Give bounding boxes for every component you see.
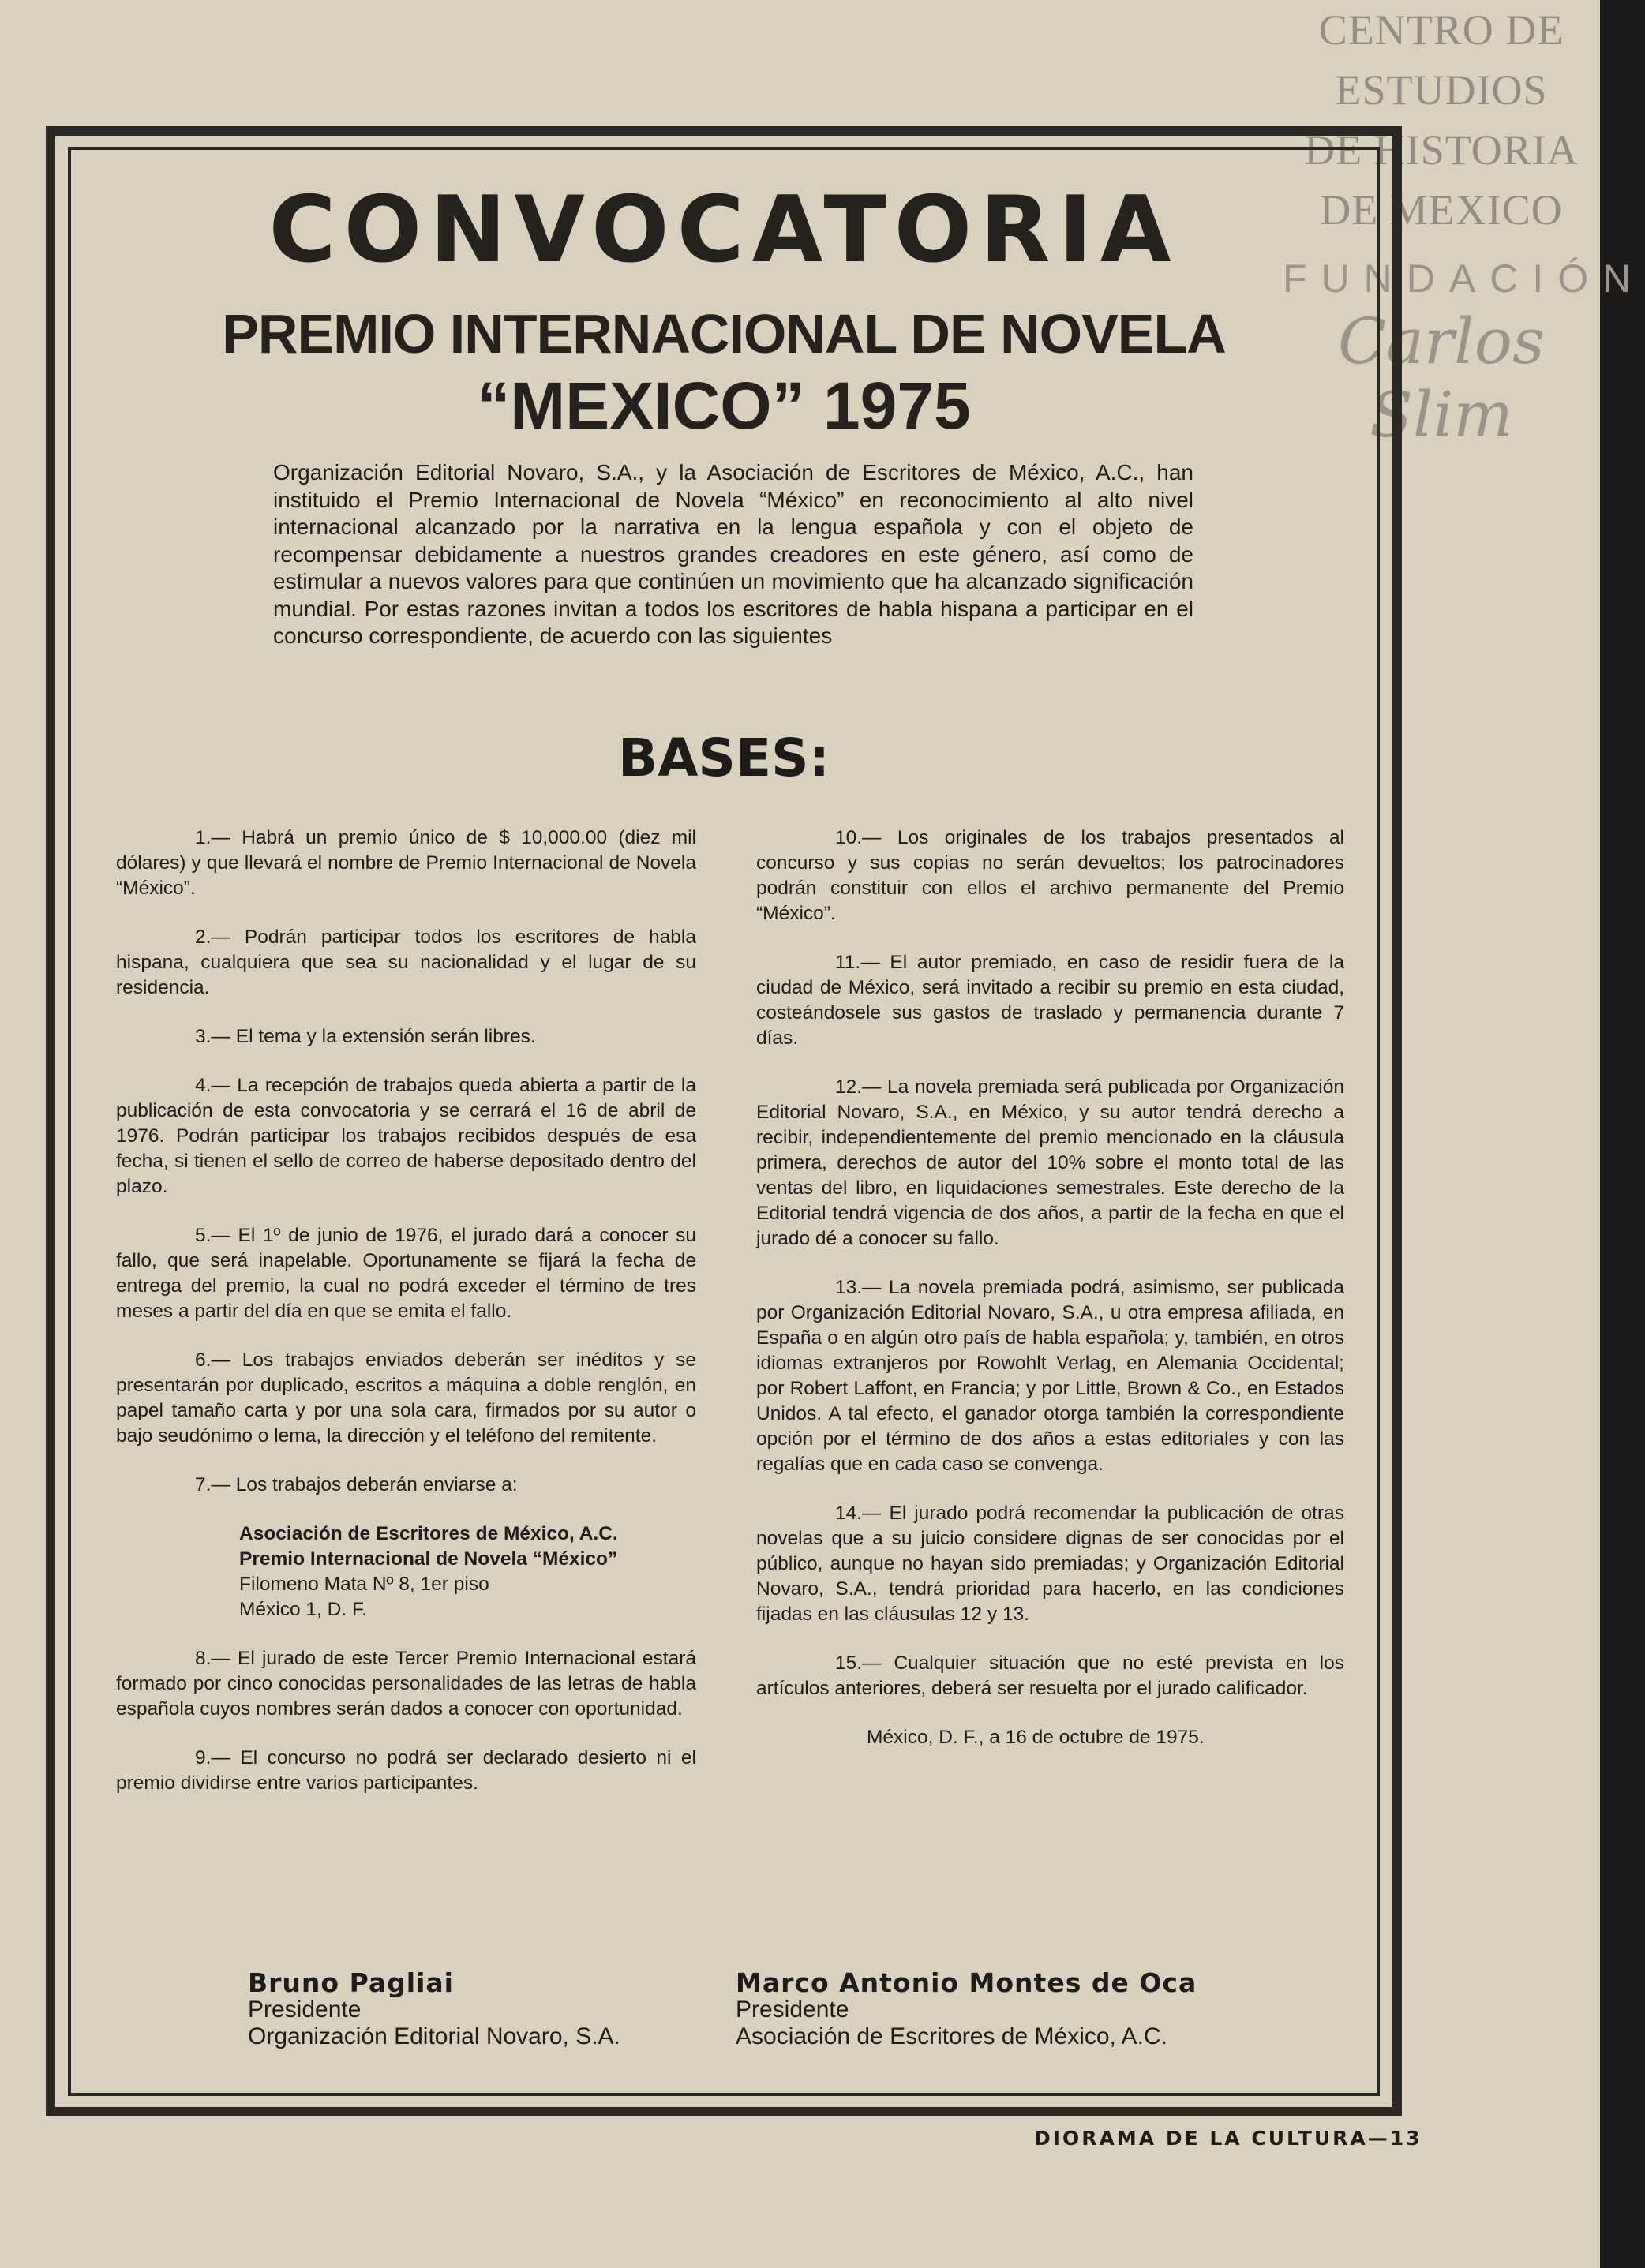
clause: 9.— El concurso no podrá ser declarado desierto ni el premio dividirse entre varios participantes. bbox=[116, 1747, 696, 1794]
signatory-name: Bruno Pagliai bbox=[248, 1967, 454, 1998]
clause: 6.— Los trabajos enviados deberán ser inéditos y se presentarán por duplicado, escritos a máquina a doble renglón, en papel tamaño carta y por una sola cara, firmados por su autor o bajo seudónimo o lema, la dirección y el teléfono del remitente. bbox=[116, 1349, 696, 1447]
watermark-line: CENTRO DE bbox=[1318, 6, 1564, 54]
clause: 3.— El tema y la extensión serán libres. bbox=[195, 1026, 536, 1047]
clause: 15.— Cualquier situación que no esté prevista en los artículos anteriores, deberá ser resuelta por el jurado calificador. bbox=[756, 1652, 1344, 1699]
watermark-line: DE HISTORIA bbox=[1304, 126, 1579, 174]
signature-block-right bbox=[736, 1967, 1197, 2050]
intro-paragraph: Organización Editorial Novaro, S.A., y la Asociación de Escritores de México, A.C., han instituido el Premio Internacional de Novela “México” en reconocimiento al alto nivel internacional alcanzado por la narrativa en la lengua española y con el objeto de recompensar debidamente a nuestros grandes creadores en este género, así como de estimular a nuevos valores para que continúen un movimiento que ha alcanzado significación mundial. Por estas razones invitan a todos los escritores de habla hispana a participar en el concurso correspondiente, de acuerdo con las siguientes bbox=[273, 460, 1193, 648]
left-column bbox=[116, 825, 696, 1820]
signatory-org: Asociación de Escritores de México, A.C. bbox=[736, 2023, 1167, 2049]
right-column bbox=[756, 825, 1344, 1774]
bases-heading: BASES: bbox=[618, 728, 830, 788]
prize-subtitle: PREMIO INTERNACIONAL DE NOVELA bbox=[222, 303, 1226, 365]
page-title: CONVOCATORIA bbox=[268, 177, 1179, 283]
signatory-role: Presidente bbox=[736, 1997, 849, 2023]
address-line: Premio Internacional de Novela “México” bbox=[239, 1548, 618, 1570]
clause: 4.— La recepción de trabajos queda abierta a partir de la publicación de esta convocatoria y se cerrará el 16 de abril de 1976. Podrán participar los trabajos recibidos después de esa fecha, si tienen el sello de correo de haberse depositado dentro del plazo. bbox=[116, 1075, 696, 1197]
watermark-line: ESTUDIOS bbox=[1335, 66, 1548, 114]
page-footer: DIORAMA DE LA CULTURA—13 bbox=[1034, 2127, 1422, 2150]
mailing-address bbox=[239, 1521, 696, 1622]
clause: 13.— La novela premiada podrá, asimismo, ser publicada por Organización Editorial Novaro, S.A., u otra empresa afiliada, en España o en algún otro país de habla española; y, también, en otros idiomas extranjeros por Rowohlt Verlag, en Alemania Occidental; por Robert Laffont, en Francia; y por Little, Brown & Co., en Estados Unidos. A tal efecto, el ganador otorga también la correspondiente opción por el término de dos años a estas editoriales y con las regalías que en cada caso se convenga. bbox=[756, 1277, 1344, 1475]
address-line: Filomeno Mata Nº 8, 1er piso bbox=[239, 1574, 489, 1595]
clause: 1.— Habrá un premio único de $ 10,000.00 (diez mil dólares) y que llevará el nombre de Premio Internacional de Novela “México”. bbox=[116, 827, 696, 899]
prize-name: “MEXICO” 1975 bbox=[477, 369, 971, 443]
signatory-org: Organización Editorial Novaro, S.A. bbox=[248, 2023, 620, 2049]
clause: 8.— El jurado de este Tercer Premio Internacional estará formado por cinco conocidas personalidades de las letras de habla española cuyos nombres serán dados a conocer con oportunidad. bbox=[116, 1648, 696, 1720]
signatory-name: Marco Antonio Montes de Oca bbox=[736, 1967, 1197, 1998]
address-line: México 1, D. F. bbox=[239, 1599, 368, 1620]
clause: 11.— El autor premiado, en caso de residir fuera de la ciudad de México, será invitado a recibir su premio en esta ciudad, costeándosele sus gastos de traslado y permanencia durante 7 días. bbox=[756, 952, 1344, 1049]
watermark-line: DE MEXICO bbox=[1320, 186, 1563, 234]
clause: 10.— Los originales de los trabajos presentados al concurso y sus copias no serán devueltos; los patrocinadores podrán constituir con ellos el archivo permanente del Premio “México”. bbox=[756, 827, 1344, 924]
watermark-signature: Carlos Slim bbox=[1338, 305, 1545, 451]
clause: 7.— Los trabajos deberán enviarse a: bbox=[195, 1474, 518, 1495]
clause: 12.— La novela premiada será publicada por Organización Editorial Novaro, S.A., en México, y su autor tendrá derecho a recibir, independientemente del premio mencionado en la cláusula primera, derechos de autor del 10% sobre el monto total de las ventas del libro, en liquidaciones semestrales. Este derecho de la Editorial tendrá vigencia de dos años, a partir de la fecha en que el jurado dé a conocer su fallo. bbox=[756, 1076, 1344, 1249]
address-line: Asociación de Escritores de México, A.C. bbox=[239, 1523, 618, 1544]
date-line: México, D. F., a 16 de octubre de 1975. bbox=[867, 1727, 1205, 1748]
clause: 5.— El 1º de junio de 1976, el jurado dará a conocer su fallo, que será inapelable. Oportunamente se fijará la fecha de entrega del premio, la cual no podrá exceder el término de tres meses a partir del día en que se emita el fallo. bbox=[116, 1225, 696, 1322]
watermark-foundation: FUNDACIÓN bbox=[1283, 256, 1645, 301]
clause: 14.— El jurado podrá recomendar la publicación de otras novelas que a su juicio considere dignas de ser conocidas por el público, aunque no hayan sido premiadas; y Organización Editorial Novaro, S.A., tendrá prioridad para hacerlo, en las condiciones fijadas en las cláusulas 12 y 13. bbox=[756, 1503, 1344, 1625]
signature-block-left bbox=[248, 1967, 620, 2050]
signatory-role: Presidente bbox=[248, 1997, 362, 2023]
clause: 2.— Podrán participar todos los escritores de habla hispana, cualquiera que sea su nacionalidad y el lugar de su residencia. bbox=[116, 926, 696, 998]
